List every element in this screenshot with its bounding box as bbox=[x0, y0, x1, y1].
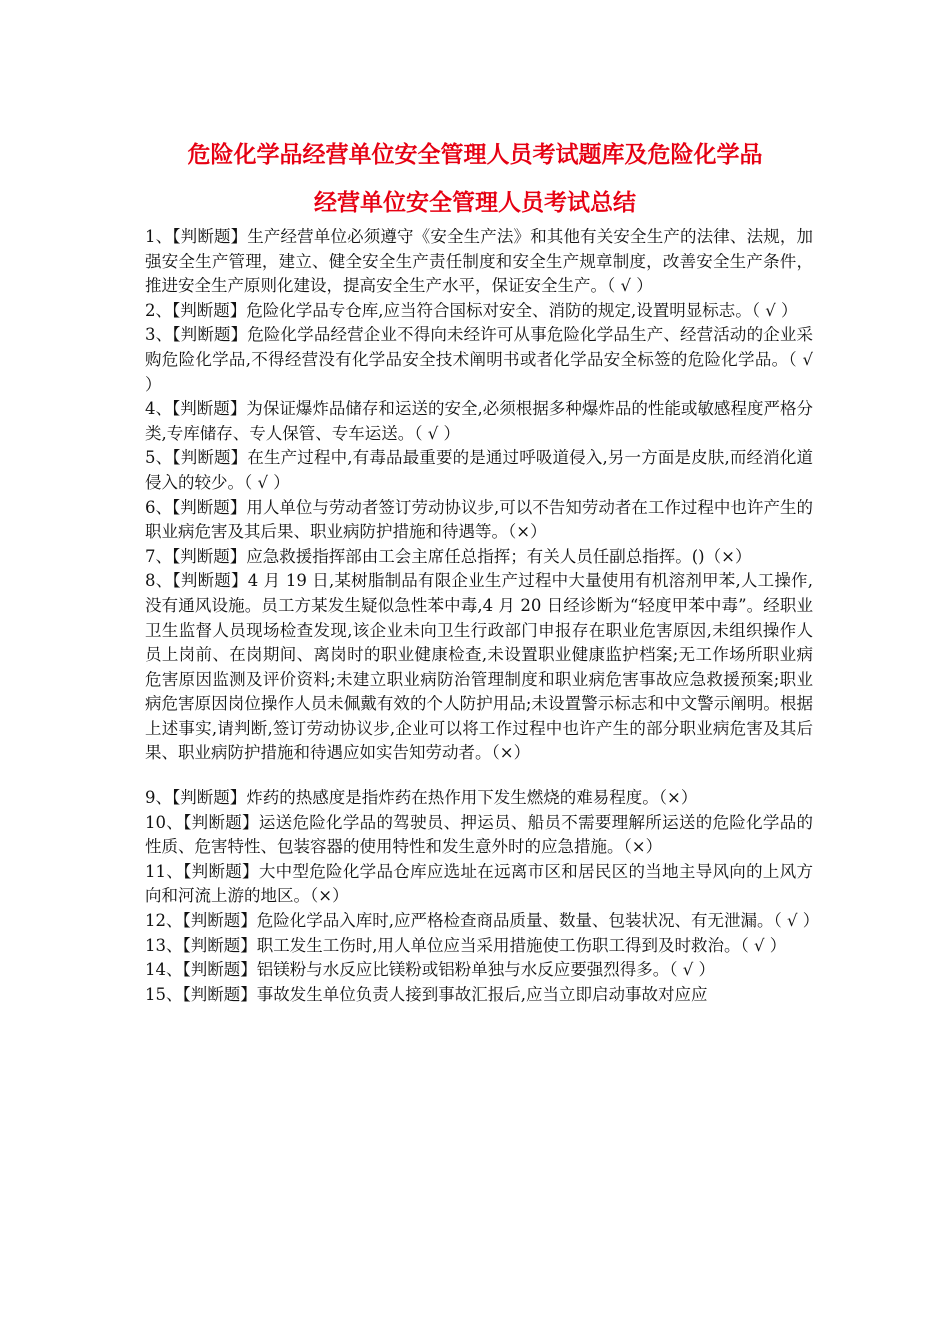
document-title-line-1: 危险化学品经营单位安全管理人员考试题库及危险化学品 bbox=[187, 142, 763, 168]
question-12: 12、【判断题】危险化学品入库时,应严格检查商品质量、数量、包装状况、有无泄漏。（ √ ） bbox=[145, 911, 820, 931]
question-7: 7、【判断题】应急救援指挥部由工会主席任总指挥；有关人员任副总指挥。()（×） bbox=[145, 546, 752, 566]
question-3: 3、【判断题】危险化学品经营企业不得向未经许可从事危险化学品生产、经营活动的企业采购危险化学品,不得经营没有化学品安全技术阐明书或者化学品安全标签的危险化学品。（ √ ） bbox=[145, 325, 813, 394]
question-4: 4、【判断题】为保证爆炸品储存和运送的安全,必须根据多种爆炸品的性能或敏感程度严格分类,专库储存、专人保管、专车运送。（ √ ） bbox=[145, 399, 813, 443]
question-8: 8、【判断题】4 月 19 日,某树脂制品有限企业生产过程中大量使用有机溶剂甲苯,人工操作,没有通风设施。员工方某发生疑似急性苯中毒,4 月 20 日经诊断为“轻度甲苯中毒”。经职业卫生监督人员现场检查发现,该企业未向卫生行政部门申报存在职业危害原因,未组织操作人员上岗前、在岗期间、离岗时的职业健康检查,未设置职业健康监护档案;无工作场所职业病危害原因监测及评价资料;未建立职业病防治管理制度和职业病危害事故应急救援预案;职业病危害原因岗位操作人员未佩戴有效的个人防护用品;未设置警示标志和中文警示阐明。根据上述事实,请判断,签订劳动协议步,企业可以将工作过程中也许产生的部分职业病危害及其后果、职业病防护措施和待遇应如实告知劳动者。（×） bbox=[145, 571, 813, 763]
question-5: 5、【判断题】在生产过程中,有毒品最重要的是通过呼吸道侵入,另一方面是皮肤,而经消化道侵入的较少。（ √ ） bbox=[145, 448, 813, 492]
question-11: 11、【判断题】大中型危险化学品仓库应选址在远离市区和居民区的当地主导风向的上风方向和河流上游的地区。（×） bbox=[145, 861, 813, 906]
question-10: 10、【判断题】运送危险化学品的驾驶员、押运员、船员不需要理解所运送的危险化学品的性质、危害特性、包装容器的使用特性和发生意外时的应急措施。（×） bbox=[145, 812, 813, 857]
question-15: 15、【判断题】事故发生单位负责人接到事故汇报后,应当立即启动事故对应应 bbox=[145, 984, 708, 1004]
question-14: 14、【判断题】铝镁粉与水反应比镁粉或铝粉单独与水反应要强烈得多。（ √ ） bbox=[145, 960, 715, 980]
question-2: 2、【判断题】危险化学品专仓库,应当符合国标对安全、消防的规定,设置明显标志。（ √ ） bbox=[145, 300, 798, 320]
question-13: 13、【判断题】职工发生工伤时,用人单位应当采用措施使工伤职工得到及时救治。（ √ ） bbox=[145, 935, 787, 955]
question-9: 9、【判断题】炸药的热感度是指炸药在热作用下发生燃烧的难易程度。（×） bbox=[145, 788, 698, 808]
question-list bbox=[145, 225, 820, 1007]
question-1: 1、【判断题】生产经营单位必须遵守《安全生产法》和其他有关安全生产的法律、法规，加强安全生产管理，建立、健全安全生产责任制度和安全生产规章制度，改善安全生产条件，推进安全生产原则化建设，提高安全生产水平，保证安全生产。（ √ ） bbox=[145, 227, 813, 296]
document-title-line-2: 经营单位安全管理人员考试总结 bbox=[314, 190, 636, 216]
question-6: 6、【判断题】用人单位与劳动者签订劳动协议步,可以不告知劳动者在工作过程中也许产生的职业病危害及其后果、职业病防护措施和待遇等。（×） bbox=[145, 497, 813, 542]
